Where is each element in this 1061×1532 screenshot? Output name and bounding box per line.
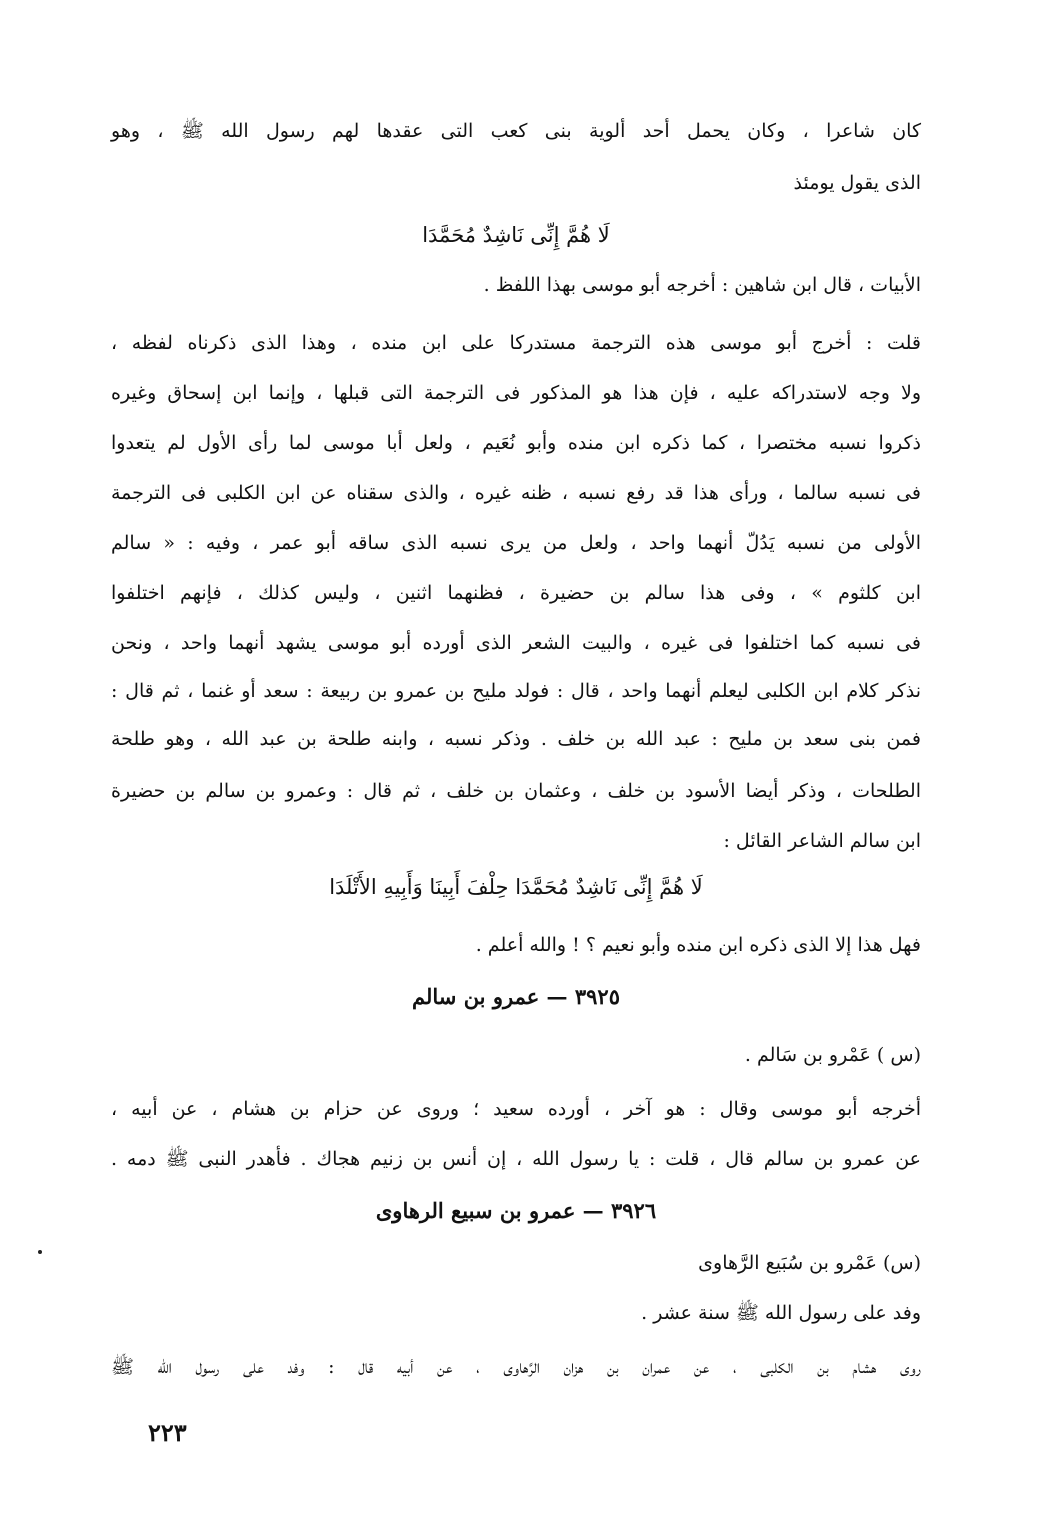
paragraph-line: روى هشام بن الكلبى ، عن عمران بن هزان الرَّهاوى ، عن أبيه قال : وفد على رسول الله ﷺ [111, 1356, 921, 1378]
paragraph-line: فمن بنى سعد بن مليح : عبد الله بن خلف . وذكر نسبه ، وابنه طلحة بن عبد الله ، وهو طلحة [111, 728, 921, 750]
paragraph-line: الطلحات ، وذكر أيضا الأسود بن خلف ، وعثمان بن خلف ، ثم قال : وعمرو بن سالم بن حضيرة [111, 780, 921, 802]
paragraph-line: أخرجه أبو موسى وقال : هو آخر ، أورده سعيد ؛ وروى عن حزام بن هشام ، عن أبيه ، [111, 1098, 921, 1120]
verse-line: لَا هُمَّ إِنِّى نَاشِدٌ مُحَمَّدَا [422, 223, 610, 247]
paragraph-line: ابن سالم الشاعر القائل : [723, 830, 921, 852]
paragraph-line: ذكروا نسبه مختصرا ، كما ذكره ابن منده وأبو نُعَيم ، ولعل أبا موسى لما رأى الأول لم يتعدوا [111, 432, 921, 454]
paragraph-line: فى نسبه سالما ، ورأى هذا قد رفع نسبه ، ظنه غيره ، والذى سقناه عن ابن الكلبى فى الترجمة [111, 482, 922, 504]
paragraph-line: فى نسبه كما اختلفوا فى غيره ، والبيت الشعر الذى أورده أبو موسى يشهد أنهما واحد ، ونحن [111, 632, 921, 654]
verse-line: لَا هُمَّ إِنِّى نَاشِدٌ مُحَمَّدَا حِلْفَ أَبِينَا وَأَبِيهِ الأَتْلَدَا [329, 875, 703, 899]
paragraph-line: قلت : أخرج أبو موسى هذه الترجمة مستدركا على ابن منده ، وهذا الذى ذكرناه لفظه ، [111, 332, 921, 354]
paragraph-line: الذى يقول يومئذ [793, 172, 921, 194]
paragraph-line: ولا وجه لاستدراكه عليه ، فإن هذا هو المذكور فى الترجمة التى قبلها ، وإنما ابن إسحاق وغيره [111, 382, 921, 404]
paragraph-line: ابن كلثوم » ، وفى هذا سالم بن حضيرة ، فظنهما اثنين ، وليس كذلك ، فإنهم اختلفوا [111, 582, 921, 604]
page-number: ٢٢٣ [148, 1418, 187, 1447]
paragraph-line: عن عمرو بن سالم قال ، قلت : يا رسول الله ، إن أنس بن زنيم هجاك . فأهدر النبى ﷺ دمه . [111, 1148, 921, 1170]
paragraph-line: الأولى من نسبه يَدُلّ أنهما واحد ، ولعل من يرى نسبه الذى ساقه أبو عمر ، وفيه : « سالم [111, 532, 921, 554]
scan-mark [38, 1250, 42, 1254]
paragraph-line: الأبيات ، قال ابن شاهين : أخرجه أبو موسى بهذا اللفظ . [483, 274, 921, 296]
paragraph-line: فهل هذا إلا الذى ذكره ابن منده وأبو نعيم ؟ ! والله أعلم . [475, 934, 921, 956]
entry-name-line: (س) عَمْرو بن سُبَيع الرَّهاوى [698, 1252, 921, 1274]
paragraph-line: وفد على رسول الله ﷺ سنة عشر . [641, 1302, 921, 1324]
entry-name-line: (س ) عَمْرو بن سَالم . [744, 1044, 921, 1066]
entry-heading: ٣٩٢٦ — عمرو بن سبيع الرهاوى [375, 1198, 657, 1223]
paragraph-line: نذكر كلام ابن الكلبى ليعلم أنهما واحد ، قال : فولد مليح بن عمرو بن ربيعة : سعد أو غنما ، ثم قال : [111, 680, 921, 702]
entry-heading: ٣٩٢٥ — عمرو بن سالم [412, 984, 620, 1009]
paragraph-line: كان شاعرا ، وكان يحمل أحد ألوية بنى كعب التى عقدها لهم رسول الله ﷺ ، وهو [111, 120, 921, 142]
